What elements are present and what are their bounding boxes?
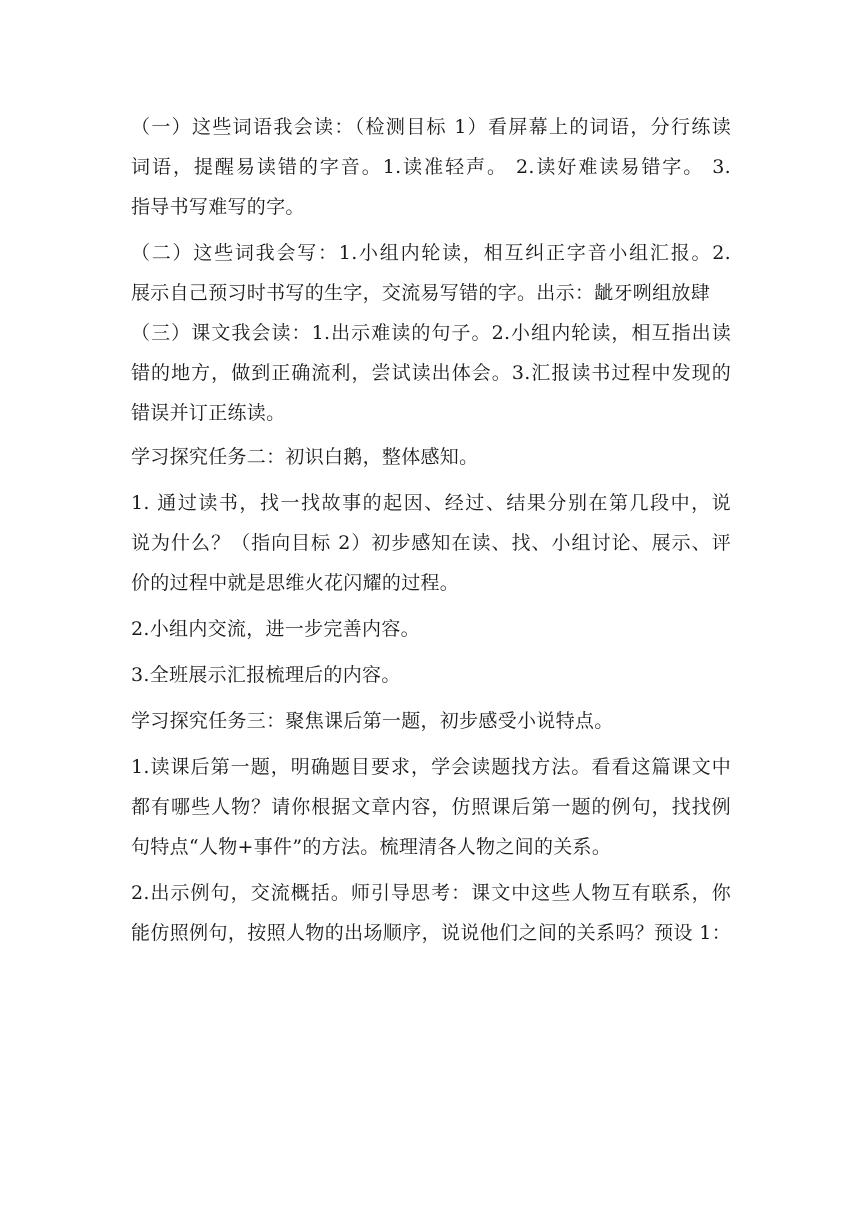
document-page <box>131 107 731 953</box>
paragraph-9 <box>131 747 731 867</box>
text-line: 3.全班展示汇报梳理后的内容。 <box>131 664 401 686</box>
text-line: 2.小组内交流，进一步完善内容。 <box>131 618 420 640</box>
text-line: （二）这些词我会写：1.小组内轮读，相互纠正字音小组汇报。2. <box>131 242 731 264</box>
text-line: 词语，提醒易读错的字音。1.读准轻声。 2.读好难读易错字。 3. <box>131 156 731 178</box>
paragraph-5 <box>131 483 731 603</box>
text-line: 都有哪些人物？请你根据文章内容，仿照课后第一题的例句，找找例 <box>131 796 731 818</box>
paragraph-2 <box>131 233 731 313</box>
paragraph-3 <box>131 313 731 433</box>
text-line: （一）这些词语我会读：（检测目标 1）看屏幕上的词语，分行练读 <box>131 116 731 138</box>
text-line: 错误并订正练读。 <box>131 402 286 424</box>
text-line: 能仿照例句，按照人物的出场顺序，说说他们之间的关系吗？预设 1： <box>131 922 731 944</box>
text-line: 1.读课后第一题，明确题目要求，学会读题找方法。看看这篇课文中 <box>131 756 731 778</box>
paragraph-10 <box>131 873 731 953</box>
section-heading-task-2 <box>131 437 731 477</box>
paragraph-7 <box>131 655 731 695</box>
text-line: 展示自己预习时书写的生字，交流易写错的字。出示：龇牙咧组放肆 <box>131 282 711 304</box>
text-line: 说为什么？（指向目标 2）初步感知在读、找、小组讨论、展示、评 <box>131 532 731 554</box>
text-line: （三）课文我会读：1.出示难读的句子。2.小组内轮读，相互指出读 <box>131 322 731 344</box>
paragraph-6 <box>131 609 731 649</box>
text-line: 学习探究任务二：初识白鹅，整体感知。 <box>131 446 479 468</box>
text-line: 学习探究任务三：聚焦课后第一题，初步感受小说特点。 <box>131 710 614 732</box>
section-heading-task-3 <box>131 701 731 741</box>
text-line: 句特点“人物+事件”的方法。梳理清各人物之间的关系。 <box>131 836 612 858</box>
text-line: 价的过程中就是思维火花闪耀的过程。 <box>131 572 460 594</box>
text-line: 2.出示例句，交流概括。师引导思考：课文中这些人物互有联系，你 <box>131 882 731 904</box>
text-line: 指导书写难写的字。 <box>131 196 305 218</box>
text-line: 错的地方，做到正确流利，尝试读出体会。3.汇报读书过程中发现的 <box>131 362 731 384</box>
paragraph-1 <box>131 107 731 227</box>
text-line: 1. 通过读书，找一找故事的起因、经过、结果分别在第几段中，说 <box>131 492 731 514</box>
